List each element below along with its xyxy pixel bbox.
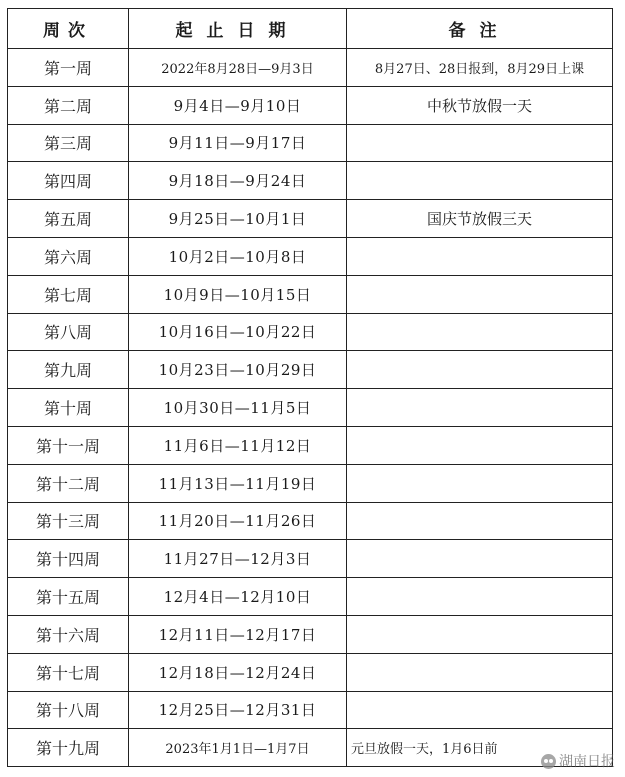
date-range-cell: 11月6日—11月12日 <box>129 426 347 464</box>
table-row <box>8 86 613 124</box>
week-cell: 第十三周 <box>8 502 129 540</box>
date-range-cell: 9月11日—9月17日 <box>129 124 347 162</box>
note-cell <box>347 275 613 313</box>
date-range-cell: 2023年1月1日—1月7日 <box>129 729 347 767</box>
watermark-text: 湖南日报 <box>559 754 615 770</box>
note-cell: 中秋节放假一天 <box>347 86 613 124</box>
week-cell: 第十八周 <box>8 691 129 729</box>
table-row <box>8 615 613 653</box>
week-cell: 第十周 <box>8 389 129 427</box>
table-body <box>8 49 613 767</box>
week-cell: 第十一周 <box>8 426 129 464</box>
week-cell: 第八周 <box>8 313 129 351</box>
note-cell: 8月27日、28日报到，8月29日上课 <box>347 49 613 87</box>
table-header-row <box>8 9 613 49</box>
date-range-cell: 10月2日—10月8日 <box>129 237 347 275</box>
note-cell <box>347 351 613 389</box>
week-cell: 第十六周 <box>8 615 129 653</box>
week-cell: 第十九周 <box>8 729 129 767</box>
table-row <box>8 653 613 691</box>
date-range-cell: 10月30日—11月5日 <box>129 389 347 427</box>
week-cell: 第一周 <box>8 49 129 87</box>
header-dates: 起止日期 <box>129 9 347 49</box>
week-cell: 第四周 <box>8 162 129 200</box>
week-cell: 第六周 <box>8 237 129 275</box>
table-row <box>8 275 613 313</box>
note-cell <box>347 540 613 578</box>
table-row <box>8 313 613 351</box>
header-week: 周次 <box>8 9 129 49</box>
date-range-cell: 12月18日—12月24日 <box>129 653 347 691</box>
table-row <box>8 389 613 427</box>
table-row <box>8 691 613 729</box>
table-row <box>8 49 613 87</box>
note-cell <box>347 389 613 427</box>
table-row <box>8 162 613 200</box>
note-cell <box>347 615 613 653</box>
table-row <box>8 578 613 616</box>
date-range-cell: 12月4日—12月10日 <box>129 578 347 616</box>
table-row <box>8 729 613 767</box>
watermark <box>541 751 615 771</box>
week-cell: 第九周 <box>8 351 129 389</box>
note-cell <box>347 691 613 729</box>
date-range-cell: 9月18日—9月24日 <box>129 162 347 200</box>
table-row <box>8 426 613 464</box>
week-cell: 第五周 <box>8 200 129 238</box>
week-cell: 第二周 <box>8 86 129 124</box>
wechat-icon <box>541 754 556 769</box>
table-row <box>8 502 613 540</box>
note-cell <box>347 464 613 502</box>
week-cell: 第十七周 <box>8 653 129 691</box>
note-cell <box>347 313 613 351</box>
note-cell <box>347 237 613 275</box>
table-row <box>8 540 613 578</box>
note-cell <box>347 578 613 616</box>
week-cell: 第十五周 <box>8 578 129 616</box>
note-cell <box>347 162 613 200</box>
table-row <box>8 200 613 238</box>
date-range-cell: 10月9日—10月15日 <box>129 275 347 313</box>
date-range-cell: 2022年8月28日—9月3日 <box>129 49 347 87</box>
header-note: 备注 <box>347 9 613 49</box>
date-range-cell: 10月23日—10月29日 <box>129 351 347 389</box>
semester-schedule-table <box>7 8 613 767</box>
week-cell: 第十四周 <box>8 540 129 578</box>
note-cell <box>347 502 613 540</box>
note-cell <box>347 426 613 464</box>
date-range-cell: 12月11日—12月17日 <box>129 615 347 653</box>
note-cell: 元旦放假一天，1月6日前 <box>347 729 613 767</box>
table-row <box>8 351 613 389</box>
table-row <box>8 464 613 502</box>
week-cell: 第三周 <box>8 124 129 162</box>
date-range-cell: 11月20日—11月26日 <box>129 502 347 540</box>
date-range-cell: 11月13日—11月19日 <box>129 464 347 502</box>
note-cell <box>347 124 613 162</box>
date-range-cell: 10月16日—10月22日 <box>129 313 347 351</box>
week-cell: 第十二周 <box>8 464 129 502</box>
note-cell: 国庆节放假三天 <box>347 200 613 238</box>
date-range-cell: 12月25日—12月31日 <box>129 691 347 729</box>
table-row <box>8 124 613 162</box>
date-range-cell: 9月4日—9月10日 <box>129 86 347 124</box>
date-range-cell: 9月25日—10月1日 <box>129 200 347 238</box>
table-row <box>8 237 613 275</box>
note-cell <box>347 653 613 691</box>
date-range-cell: 11月27日—12月3日 <box>129 540 347 578</box>
week-cell: 第七周 <box>8 275 129 313</box>
